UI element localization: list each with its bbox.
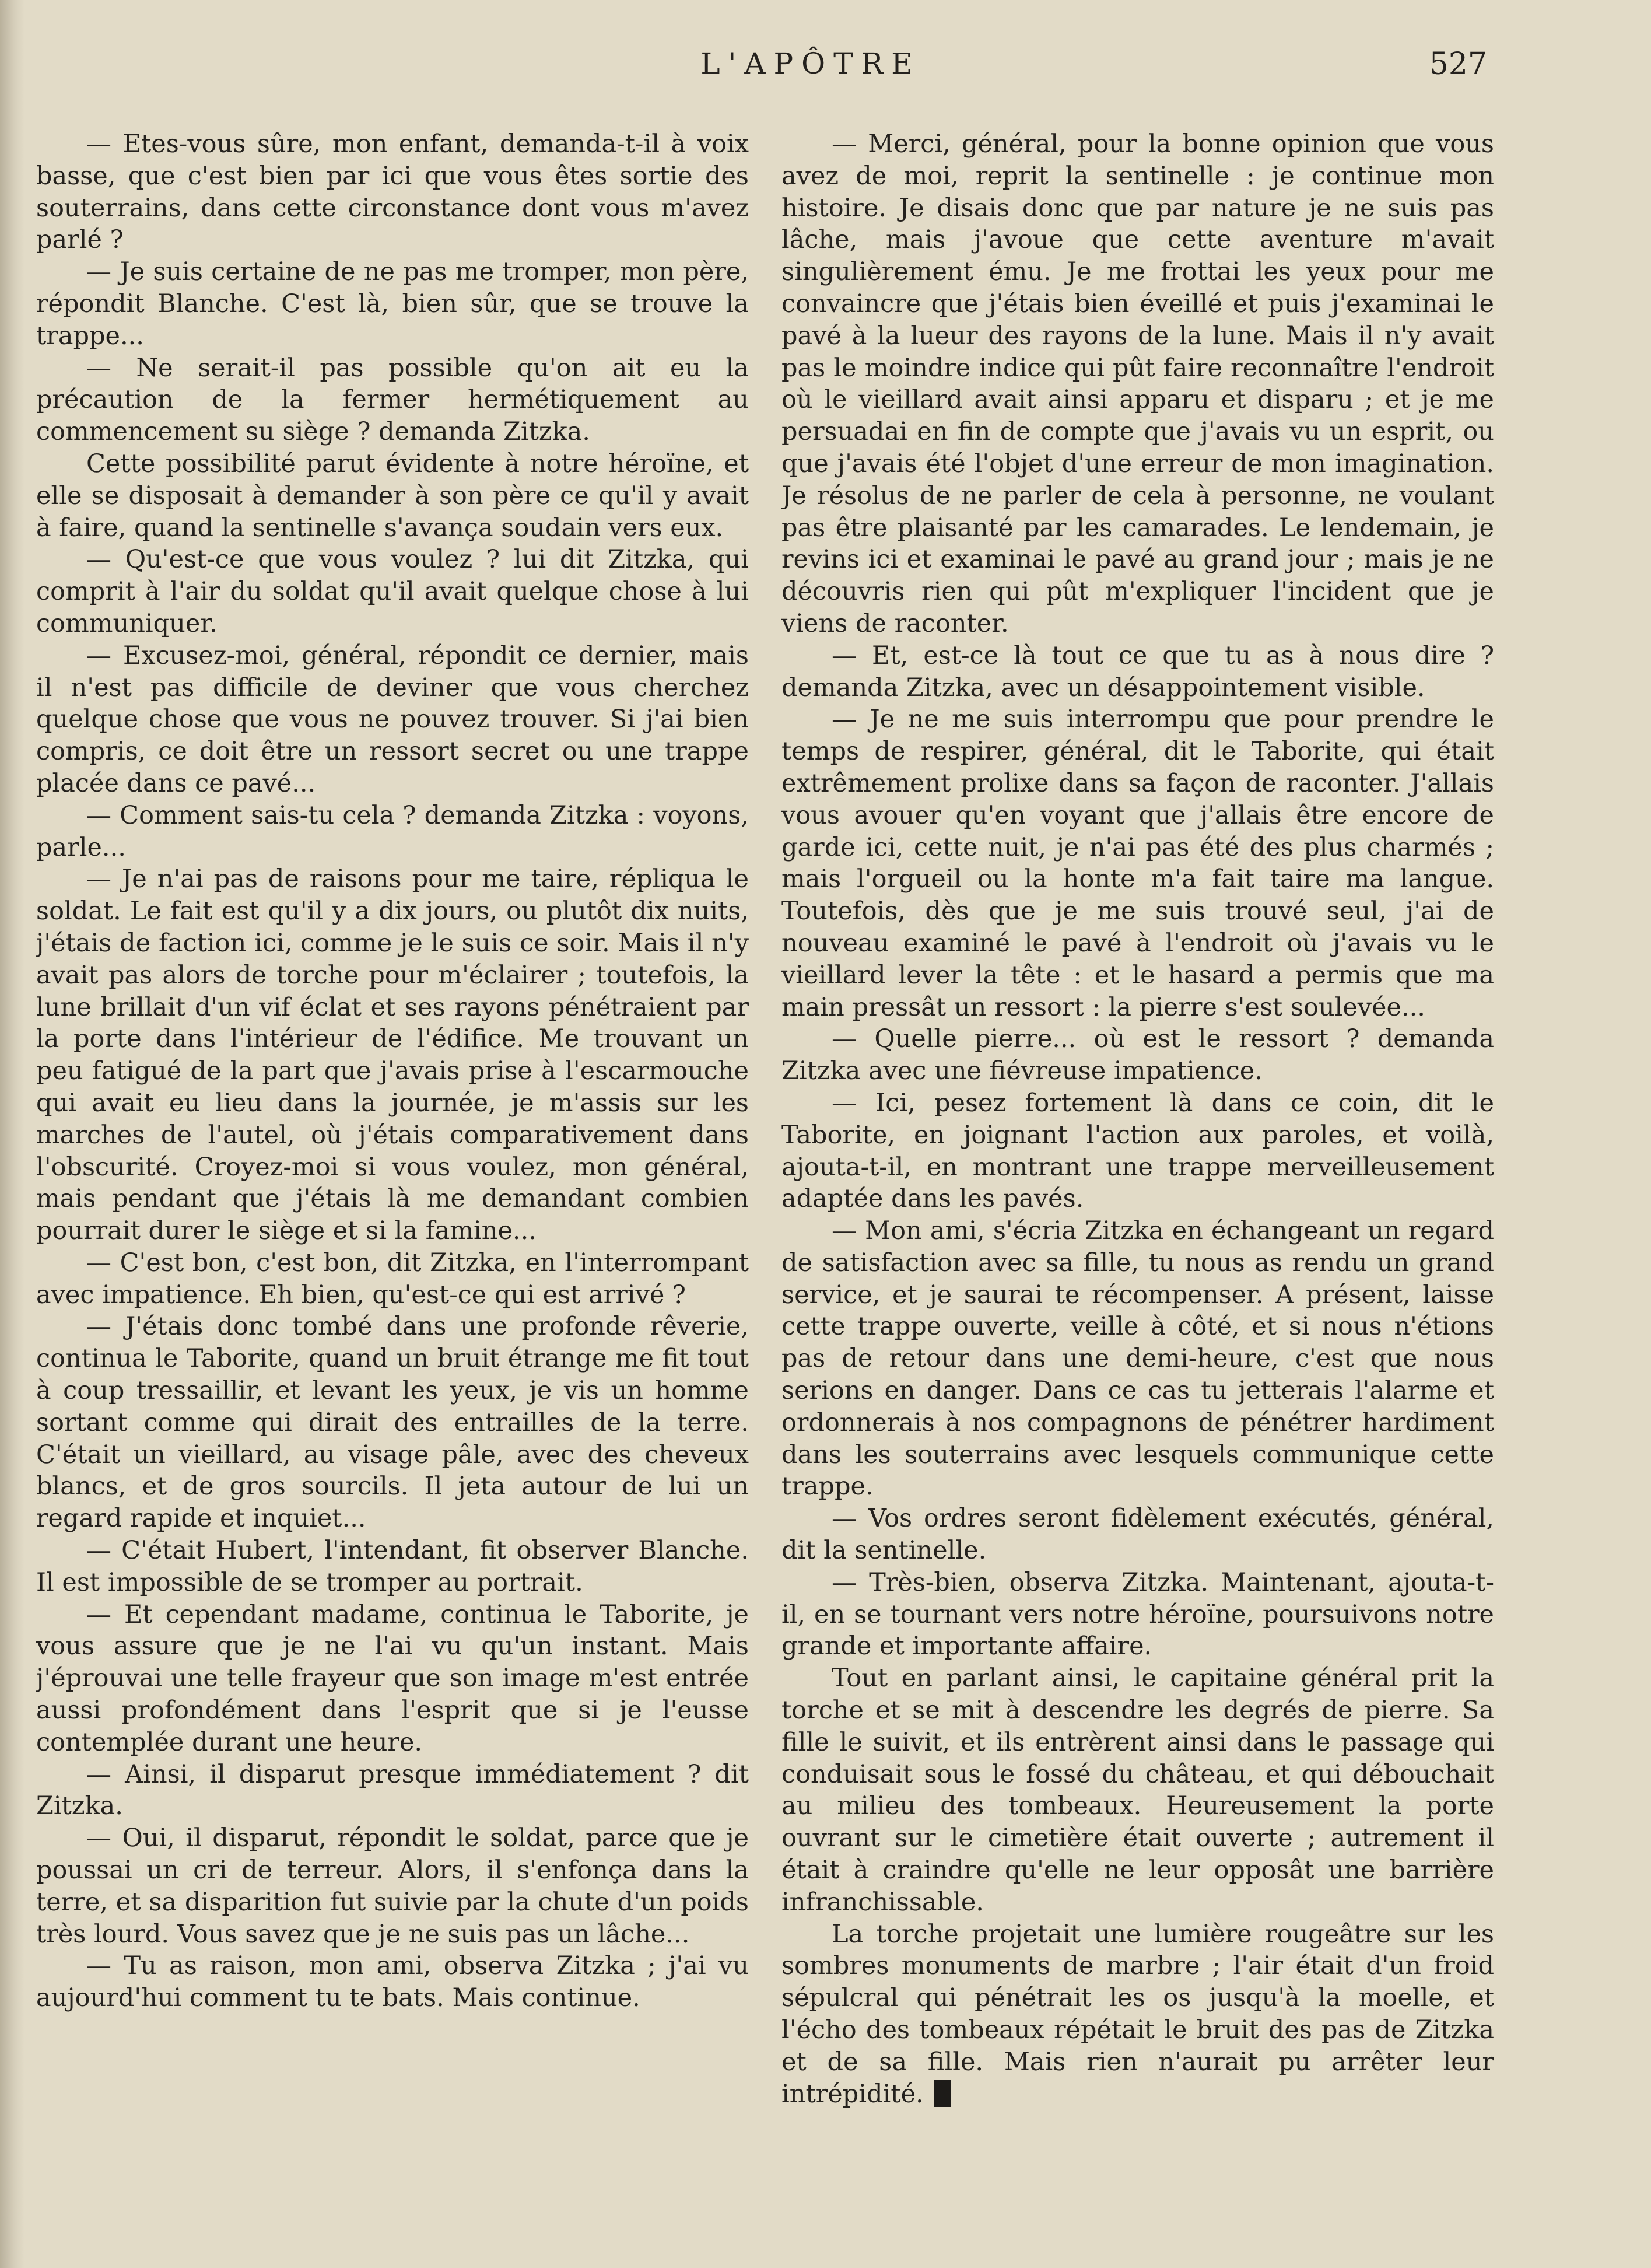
paragraph: Cette possibilité parut évidente à notre héroïne, et elle se disposait à demander à son père ce qu'il y avait à faire, quand la sentinelle s'avança soudain vers eux. bbox=[36, 449, 749, 542]
running-head bbox=[0, 42, 1651, 100]
paragraph: — Et cependant madame, continua le Taborite, je vous assure que je ne l'ai vu qu'un instant. Mais j'éprouvai une telle frayeur que son image m'est entrée aussi profondément dans l'esprit que si je l'eusse contemplée durant une heure. bbox=[36, 1600, 749, 1757]
paragraph: Tout en parlant ainsi, le capitaine général prit la torche et se mit à descendre les degrés de pierre. Sa fille le suivit, et ils entrèrent ainsi dans le passage qui conduisait sous le fossé du château, et qui débouchait au milieu des tombeaux. Heureusement la porte ouvrant sur le cimetière était ouverte ; autrement il était à craindre qu'elle ne leur opposât une barrière infranchissable. bbox=[781, 1664, 1494, 1917]
paragraph: — Mon ami, s'écria Zitzka en échangeant un regard de satisfaction avec sa fille, tu nous as rendu un grand service, et je saurai te récompenser. A présent, laisse cette trappe ouverte, veille à côté, et si nous n'étions pas de retour dans une demi-heure, c'est que nous serions en danger. Dans ce cas tu jetterais l'alarme et ordonnerais à nos compagnons de pénétrer hardiment dans les souterrains avec lesquels communique cette trappe. bbox=[781, 1216, 1494, 1502]
paragraph: — Quelle pierre... où est le ressort ? demanda Zitzka avec une fiévreuse impatience. bbox=[781, 1024, 1494, 1086]
paragraph: — Je suis certaine de ne pas me tromper, mon père, répondit Blanche. C'est là, bien sûr, que se trouve la trappe... bbox=[36, 257, 749, 351]
page-number: 527 bbox=[1429, 47, 1487, 82]
paragraph: — Ne serait-il pas possible qu'on ait eu la précaution de la fermer hermétiquement au commencement su siège ? demanda Zitzka. bbox=[36, 353, 749, 447]
paragraph: — Et, est-ce là tout ce que tu as à nous dire ? demanda Zitzka, avec un désappointement visible. bbox=[781, 640, 1494, 702]
last-paragraph bbox=[781, 1919, 1494, 2110]
paragraph: — Etes-vous sûre, mon enfant, demanda-t-il à voix basse, que c'est bien par ici que vous êtes sortie des souterrains, dans cette circonstance dont vous m'avez parlé ? bbox=[36, 130, 749, 255]
paragraph: — C'était Hubert, l'intendant, fit observer Blanche. Il est impossible de se tromper au portrait. bbox=[36, 1536, 749, 1597]
paragraph: — Comment sais-tu cela ? demanda Zitzka : voyons, parle... bbox=[36, 800, 749, 862]
running-title: L'APÔTRE bbox=[700, 47, 921, 80]
paragraph-text: La torche projetait une lumière rougeâtre sur les sombres monuments de marbre ; l'air était d'un froid sépulcral qui pénétrait les os jusqu'à la moelle, et l'écho des tombeaux répétait le bruit des pas de Zitzka et de sa fille. Mais rien n'aurait pu arrêter leur intrépidité. bbox=[781, 1919, 1494, 2109]
left-column bbox=[36, 128, 749, 2193]
paragraph: — Merci, général, pour la bonne opinion que vous avez de moi, reprit la sentinelle : je continue mon histoire. Je disais donc que par nature je ne suis pas lâche, mais j'avoue que cette aventure m'avait singulièrement ému. Je me frottai les yeux pour me convaincre que j'étais bien éveillé et puis j'examinai le pavé à la lueur des rayons de la lune. Mais il n'y avait pas le moindre indice qui pût faire reconnaître l'endroit où le vieillard avait ainsi apparu et disparu ; et je me persuadai en fin de compte que j'avais vu un esprit, ou que j'avais été l'objet d'une erreur de mon imagination. Je résolus de ne parler de cela à personne, ne voulant pas être plaisanté par les camarades. Le lendemain, je revins ici et examinai le pavé au grand jour ; mais je ne découvris rien qui pût m'expliquer l'incident que je viens de raconter. bbox=[781, 130, 1494, 638]
paragraph: — J'étais donc tombé dans une profonde rêverie, continua le Taborite, quand un bruit étrange me fit tout à coup tressaillir, et levant les yeux, je vis un homme sortant comme qui dirait des entrailles de la terre. C'était un vieillard, au visage pâle, avec des cheveux blancs, et de gros sourcils. Il jeta autour de lui un regard rapide et inquiet... bbox=[36, 1312, 749, 1534]
paragraph: — C'est bon, c'est bon, dit Zitzka, en l'interrompant avec impatience. Eh bien, qu'est-ce qui est arrivé ? bbox=[36, 1248, 749, 1310]
paragraph: — Vos ordres seront fidèlement exécutés, général, dit la sentinelle. bbox=[781, 1504, 1494, 1566]
paragraph: — Excusez-moi, général, répondit ce dernier, mais il n'est pas difficile de deviner que vous cherchez quelque chose que vous ne pouvez trouver. Si j'ai bien compris, ce doit être un ressort secret ou une trappe placée dans ce pavé... bbox=[36, 640, 749, 798]
paragraph: — Ainsi, il disparut presque immédiatement ? dit Zitzka. bbox=[36, 1759, 749, 1821]
end-of-article-mark bbox=[934, 2080, 951, 2107]
paragraph: — Qu'est-ce que vous voulez ? lui dit Zitzka, qui comprit à l'air du soldat qu'il avait quelque chose à lui communiquer. bbox=[36, 545, 749, 638]
right-column bbox=[781, 128, 1494, 2193]
paragraph: — Tu as raison, mon ami, observa Zitzka ; j'ai vu aujourd'hui comment tu te bats. Mais continue. bbox=[36, 1951, 749, 2013]
paragraph: — Je n'ai pas de raisons pour me taire, répliqua le soldat. Le fait est qu'il y a dix jours, ou plutôt dix nuits, j'étais de faction ici, comme je le suis ce soir. Mais il n'y avait pas alors de torche pour m'éclairer ; toutefois, la lune brillait d'un vif éclat et ses rayons pénétraient par la porte dans l'intérieur de l'édifice. Me trouvant un peu fatigué de la part que j'avais prise à l'escarmouche qui avait eu lieu dans la journée, je m'assis sur les marches de l'autel, où j'étais comparativement dans l'obscurité. Croyez-moi si vous voulez, mon général, mais pendant que j'étais là me demandant combien pourrait durer le siège et si la famine... bbox=[36, 864, 749, 1246]
paragraph: — Je ne me suis interrompu que pour prendre le temps de respirer, général, dit le Taborite, qui était extrêmement prolixe dans sa façon de raconter. J'allais vous avouer qu'en voyant que j'allais être encore de garde ici, cette nuit, je n'ai pas été des plus charmés ; mais l'orgueil ou la honte m'a fait taire ma langue. Toutefois, dès que je me suis trouvé seul, j'ai de nouveau examiné le pavé à l'endroit où j'avais vu le vieillard lever la tête : et le hasard a permis que ma main pressât un ressort : la pierre s'est soulevée... bbox=[781, 705, 1494, 1022]
paragraph: — Oui, il disparut, répondit le soldat, parce que je poussai un cri de terreur. Alors, il s'enfonça dans la terre, et sa disparition fut suivie par la chute d'un poids très lourd. Vous savez que je ne suis pas un lâche... bbox=[36, 1824, 749, 1949]
paragraph: — Ici, pesez fortement là dans ce coin, dit le Taborite, en joignant l'action aux paroles, et voilà, ajouta-t-il, en montrant une trappe merveilleusement adaptée dans les pavés. bbox=[781, 1088, 1494, 1214]
paragraph: — Très-bien, observa Zitzka. Maintenant, ajouta-t-il, en se tournant vers notre héroïne, poursuivons notre grande et importante affaire. bbox=[781, 1567, 1494, 1661]
page-edge-shadow bbox=[0, 0, 24, 2268]
